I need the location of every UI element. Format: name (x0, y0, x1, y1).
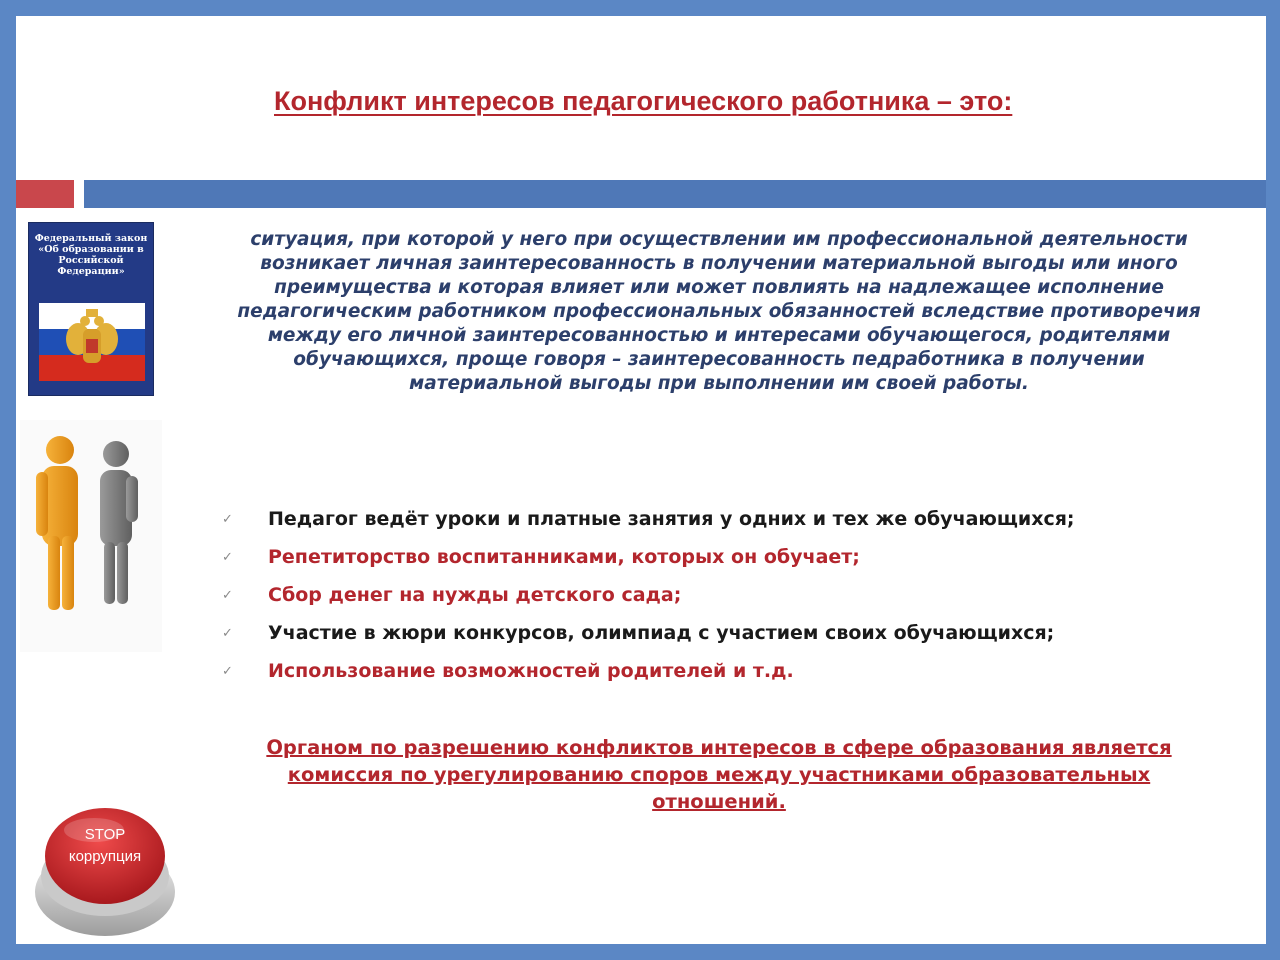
russian-flag-emblem-icon (39, 303, 145, 381)
check-icon: ✓ (222, 511, 233, 527)
list-item (222, 538, 1075, 576)
stop-label-line1: STOP (84, 826, 126, 843)
list-item (222, 614, 1075, 652)
stop-label-line2: коррупция (68, 848, 142, 865)
list-item-text: Сбор денег на нужды детского сада; (268, 584, 682, 606)
accent-band-red (16, 180, 74, 208)
accent-band-blue (84, 180, 1266, 208)
slide-title: Конфликт интересов педагогического работника – это: (274, 86, 1013, 116)
list-item-text: Педагог ведёт уроки и платные занятия у одних и тех же обучающихся; (268, 508, 1075, 530)
definition-text: ситуация, при которой у него при осуществлении им профессиональной деятельности возникает личная заинтересованность в получении материальной выгоды или иного преимущества и которая влияет или может повлиять на надлежащее исполнение педагогическим работником профессиональных обязанностей вследствие противоречия между его личной заинтересованностью и интересами обучающегося, родителями обучающихся, проще говоря – заинтересованность педработника в получении материальной выгоды при выполнении им своей работы. (237, 229, 1201, 394)
list-item (222, 652, 1075, 690)
conclusion-text: Органом по разрешению конфликтов интересов в сфере образования является комиссия по урегулированию споров между участниками образовательных отношений. (266, 736, 1172, 813)
list-item (222, 500, 1075, 538)
list-item-text: Репетиторство воспитанниками, которых он обучает; (268, 546, 860, 568)
list-item (222, 576, 1075, 614)
check-icon: ✓ (222, 549, 233, 565)
stop-button-label (34, 824, 176, 868)
law-book-image (28, 222, 154, 396)
law-book-title: Федеральный закон «Об образовании в Российской Федерации» (34, 233, 148, 277)
stop-corruption-button-icon (34, 800, 176, 938)
check-icon: ✓ (222, 587, 233, 603)
two-persons-icon (20, 420, 162, 652)
conflict-examples-list (222, 500, 1075, 690)
check-icon: ✓ (222, 663, 233, 679)
list-item-text: Участие в жюри конкурсов, олимпиад с участием своих обучающихся; (268, 622, 1055, 644)
check-icon: ✓ (222, 625, 233, 641)
list-item-text: Использование возможностей родителей и т.д. (268, 660, 794, 682)
